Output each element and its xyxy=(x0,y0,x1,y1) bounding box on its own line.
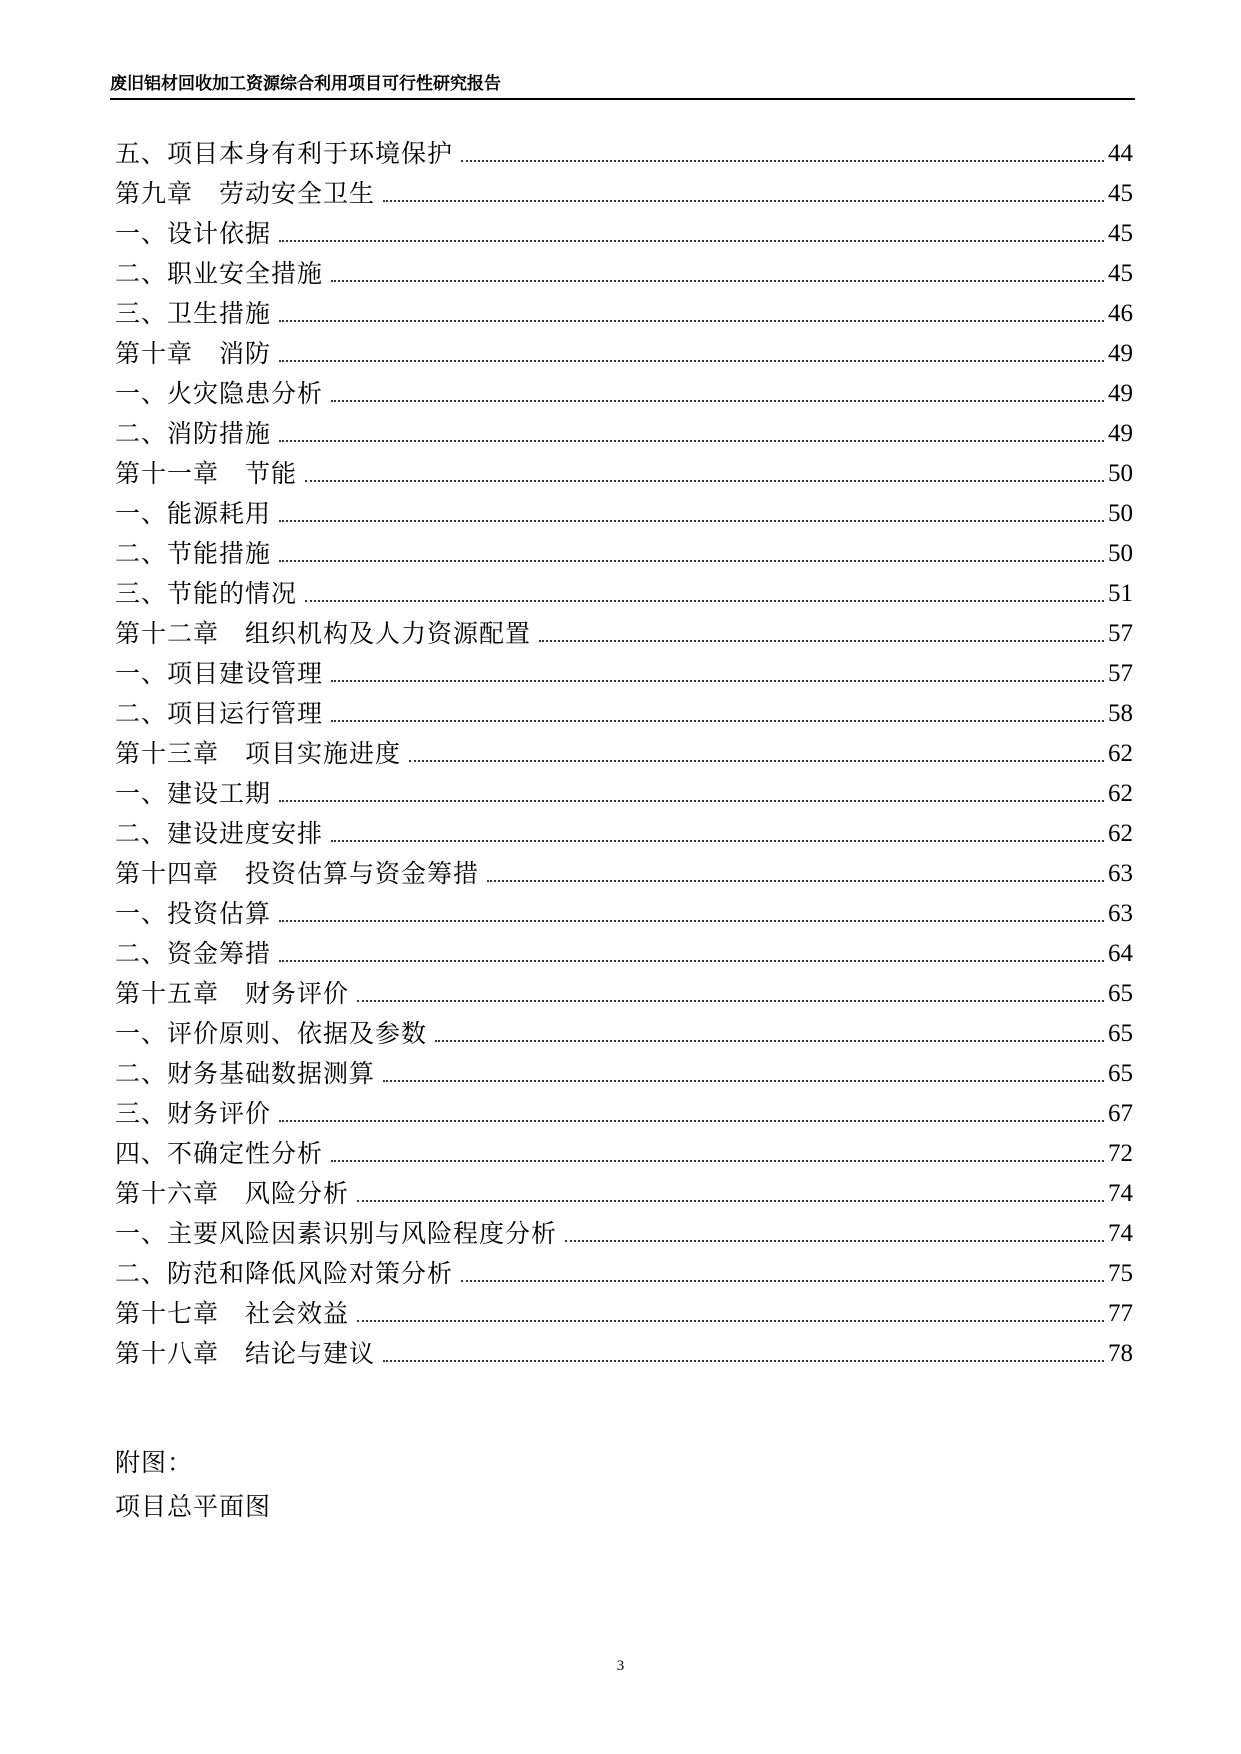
toc-entry[interactable] xyxy=(115,291,1133,331)
toc-entry-title: 二、资金筹措 xyxy=(115,939,272,968)
toc-entry[interactable] xyxy=(115,771,1133,811)
toc-leader-dots xyxy=(357,1320,1104,1322)
toc-leader-dots xyxy=(279,800,1104,802)
toc-leader-dots xyxy=(279,560,1104,562)
appendix-items xyxy=(115,1485,715,1529)
toc-leader-dots xyxy=(461,160,1104,162)
toc-entry-title: 二、项目运行管理 xyxy=(115,699,324,728)
toc-entry[interactable] xyxy=(115,971,1133,1011)
toc-entry-page: 62 xyxy=(1108,820,1133,847)
toc-entry[interactable] xyxy=(115,491,1133,531)
toc-entry[interactable] xyxy=(115,211,1133,251)
toc-entry[interactable] xyxy=(115,1131,1133,1171)
toc-entry[interactable] xyxy=(115,891,1133,931)
toc-entry-title: 第九章 劳动安全卫生 xyxy=(115,179,376,208)
toc-leader-dots xyxy=(279,240,1104,242)
toc-entry-page: 78 xyxy=(1108,1340,1133,1367)
toc-entry-page: 45 xyxy=(1108,180,1133,207)
page-number: 3 xyxy=(616,1658,625,1674)
toc-leader-dots xyxy=(331,400,1104,402)
toc-leader-dots xyxy=(487,880,1104,882)
toc-entry[interactable] xyxy=(115,531,1133,571)
toc-entry-title: 二、职业安全措施 xyxy=(115,259,324,288)
appendix-label: 附图： xyxy=(115,1448,194,1477)
toc-entry-page: 74 xyxy=(1108,1220,1133,1247)
toc-entry[interactable] xyxy=(115,1331,1133,1371)
toc-entry-title: 第十一章 节能 xyxy=(115,459,298,488)
toc-entry[interactable] xyxy=(115,731,1133,771)
toc-entry[interactable] xyxy=(115,131,1133,171)
toc-entry-title: 三、卫生措施 xyxy=(115,299,272,328)
toc-leader-dots xyxy=(305,600,1104,602)
toc-entry-title: 三、节能的情况 xyxy=(115,579,298,608)
toc-entry-title: 二、建设进度安排 xyxy=(115,819,324,848)
toc-entry[interactable] xyxy=(115,171,1133,211)
toc-entry[interactable] xyxy=(115,851,1133,891)
toc-entry-title: 一、火灾隐患分析 xyxy=(115,379,324,408)
toc-entry[interactable] xyxy=(115,251,1133,291)
toc-entry-title: 一、建设工期 xyxy=(115,779,272,808)
toc-leader-dots xyxy=(539,640,1104,642)
toc-entry-page: 75 xyxy=(1108,1260,1133,1287)
toc-leader-dots xyxy=(357,1000,1104,1002)
toc-leader-dots xyxy=(383,200,1104,202)
toc-leader-dots xyxy=(305,480,1104,482)
toc-leader-dots xyxy=(279,520,1104,522)
toc-leader-dots xyxy=(331,680,1104,682)
toc-entry-page: 49 xyxy=(1108,380,1133,407)
toc-entry-page: 72 xyxy=(1108,1140,1133,1167)
toc-entry[interactable] xyxy=(115,331,1133,371)
toc-entry-page: 49 xyxy=(1108,420,1133,447)
appendix-item: 项目总平面图 xyxy=(115,1492,272,1521)
toc-entry-page: 50 xyxy=(1108,500,1133,527)
toc-leader-dots xyxy=(383,1080,1104,1082)
toc-entry[interactable] xyxy=(115,411,1133,451)
toc-entry-page: 77 xyxy=(1108,1300,1133,1327)
toc-entry[interactable] xyxy=(115,451,1133,491)
toc-entry[interactable] xyxy=(115,571,1133,611)
toc-entry-title: 二、防范和降低风险对策分析 xyxy=(115,1259,454,1288)
toc-entry-page: 44 xyxy=(1108,140,1133,167)
toc-entry-title: 三、财务评价 xyxy=(115,1099,272,1128)
toc-leader-dots xyxy=(331,840,1104,842)
toc-entry-title: 二、财务基础数据测算 xyxy=(115,1059,376,1088)
toc-entry-title: 第十七章 社会效益 xyxy=(115,1299,350,1328)
toc-entry-page: 74 xyxy=(1108,1180,1133,1207)
toc-entry[interactable] xyxy=(115,1251,1133,1291)
toc-entry-page: 65 xyxy=(1108,1020,1133,1047)
toc-entry-title: 一、投资估算 xyxy=(115,899,272,928)
toc-entry-page: 63 xyxy=(1108,900,1133,927)
toc-entry-title: 二、节能措施 xyxy=(115,539,272,568)
toc-entry[interactable] xyxy=(115,651,1133,691)
toc-entry[interactable] xyxy=(115,1211,1133,1251)
toc-entry[interactable] xyxy=(115,931,1133,971)
toc-entry-page: 62 xyxy=(1108,740,1133,767)
toc-leader-dots xyxy=(279,1120,1104,1122)
toc-entry-title: 一、主要风险因素识别与风险程度分析 xyxy=(115,1219,558,1248)
toc-entry-page: 45 xyxy=(1108,220,1133,247)
toc-entry-page: 57 xyxy=(1108,620,1133,647)
header-rule xyxy=(110,98,1135,100)
toc-entry[interactable] xyxy=(115,1011,1133,1051)
toc-leader-dots xyxy=(279,440,1104,442)
toc-entry[interactable] xyxy=(115,611,1133,651)
toc-entry[interactable] xyxy=(115,691,1133,731)
table-of-contents xyxy=(115,131,1133,1371)
toc-entry-title: 第十章 消防 xyxy=(115,339,272,368)
toc-entry-page: 58 xyxy=(1108,700,1133,727)
appendix-section xyxy=(115,1441,715,1529)
toc-entry[interactable] xyxy=(115,1051,1133,1091)
toc-entry-title: 第十二章 组织机构及人力资源配置 xyxy=(115,619,532,648)
toc-entry-title: 一、项目建设管理 xyxy=(115,659,324,688)
toc-entry-page: 64 xyxy=(1108,940,1133,967)
toc-entry-title: 一、评价原则、依据及参数 xyxy=(115,1019,428,1048)
toc-entry[interactable] xyxy=(115,1171,1133,1211)
toc-entry-title: 第十八章 结论与建议 xyxy=(115,1339,376,1368)
toc-entry-title: 一、能源耗用 xyxy=(115,499,272,528)
toc-leader-dots xyxy=(331,720,1104,722)
toc-entry-title: 第十四章 投资估算与资金筹措 xyxy=(115,859,480,888)
toc-entry-page: 45 xyxy=(1108,260,1133,287)
toc-entry[interactable] xyxy=(115,371,1133,411)
running-header: 废旧铝材回收加工资源综合利用项目可行性研究报告 xyxy=(110,74,501,94)
toc-leader-dots xyxy=(279,360,1104,362)
toc-leader-dots xyxy=(435,1040,1104,1042)
toc-entry[interactable] xyxy=(115,811,1133,851)
toc-entry-page: 57 xyxy=(1108,660,1133,687)
toc-leader-dots xyxy=(383,1360,1104,1362)
toc-entry-title: 二、消防措施 xyxy=(115,419,272,448)
toc-entry-page: 62 xyxy=(1108,780,1133,807)
toc-entry-page: 49 xyxy=(1108,340,1133,367)
toc-leader-dots xyxy=(357,1200,1104,1202)
toc-leader-dots xyxy=(279,320,1104,322)
toc-leader-dots xyxy=(409,760,1104,762)
toc-entry-title: 第十六章 风险分析 xyxy=(115,1179,350,1208)
toc-entry-page: 65 xyxy=(1108,980,1133,1007)
toc-entry[interactable] xyxy=(115,1091,1133,1131)
toc-entry-title: 一、设计依据 xyxy=(115,219,272,248)
toc-entry-title: 五、项目本身有利于环境保护 xyxy=(115,139,454,168)
toc-entry-page: 65 xyxy=(1108,1060,1133,1087)
toc-entry-page: 50 xyxy=(1108,460,1133,487)
toc-leader-dots xyxy=(331,1160,1104,1162)
toc-entry-title: 第十三章 项目实施进度 xyxy=(115,739,402,768)
toc-entry-page: 46 xyxy=(1108,300,1133,327)
toc-entry[interactable] xyxy=(115,1291,1133,1331)
toc-leader-dots xyxy=(279,960,1104,962)
toc-leader-dots xyxy=(279,920,1104,922)
toc-entry-title: 四、不确定性分析 xyxy=(115,1139,324,1168)
toc-entry-page: 51 xyxy=(1108,580,1133,607)
toc-leader-dots xyxy=(461,1280,1104,1282)
toc-leader-dots xyxy=(331,280,1104,282)
toc-entry-page: 67 xyxy=(1108,1100,1133,1127)
toc-entry-page: 63 xyxy=(1108,860,1133,887)
toc-leader-dots xyxy=(565,1240,1104,1242)
toc-entry-page: 50 xyxy=(1108,540,1133,567)
toc-entry-title: 第十五章 财务评价 xyxy=(115,979,350,1008)
